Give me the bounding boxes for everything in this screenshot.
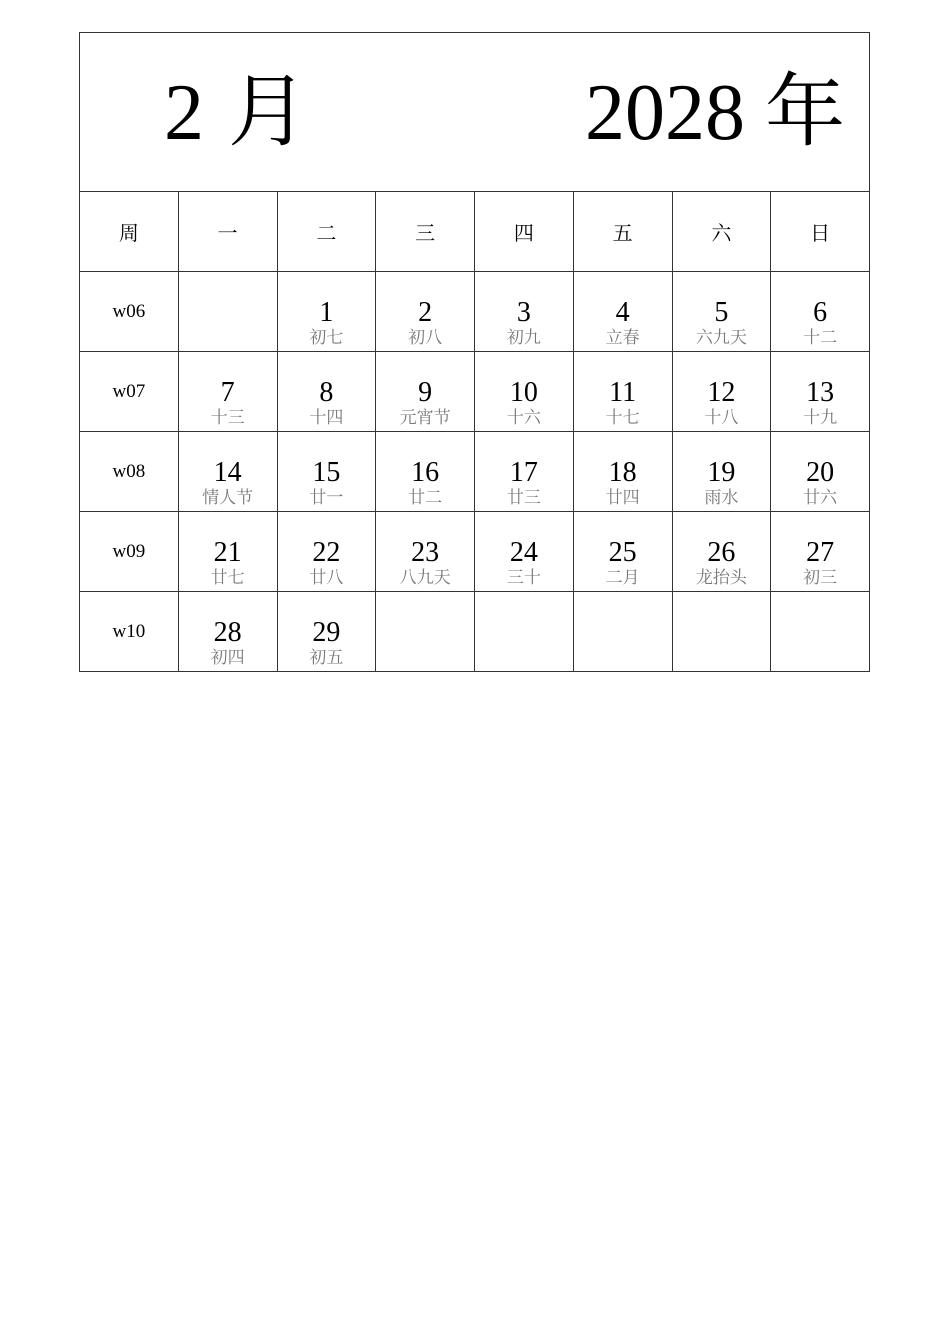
day-cell <box>573 352 672 432</box>
lunar-label: 十三 <box>210 408 245 428</box>
week-row <box>80 512 870 592</box>
day-number: 19 <box>707 457 736 488</box>
month-title: 2 月 <box>164 69 310 157</box>
day-cell <box>376 512 475 592</box>
lunar-label: 初八 <box>408 328 443 348</box>
day-cell <box>376 432 475 512</box>
day-number: 25 <box>608 537 637 568</box>
lunar-label: 初三 <box>803 568 838 588</box>
weekday-header: 一 <box>178 192 277 272</box>
day-number: 28 <box>213 617 242 648</box>
lunar-label: 情人节 <box>202 488 254 508</box>
lunar-label: 元宵节 <box>399 408 451 428</box>
day-cell <box>771 272 870 352</box>
week-number: w10 <box>80 592 179 672</box>
day-number: 14 <box>213 457 242 488</box>
day-cell <box>376 352 475 432</box>
day-cell <box>376 272 475 352</box>
lunar-label: 廿六 <box>803 488 838 508</box>
day-number: 17 <box>509 457 538 488</box>
day-cell <box>771 512 870 592</box>
day-number: 3 <box>516 297 531 328</box>
week-number: w06 <box>80 272 179 352</box>
lunar-label: 八九天 <box>399 568 451 588</box>
lunar-label: 廿四 <box>605 488 640 508</box>
weekday-header: 六 <box>672 192 771 272</box>
day-cell <box>178 512 277 592</box>
day-number: 10 <box>509 377 538 408</box>
lunar-label: 雨水 <box>704 488 739 508</box>
day-cell <box>573 512 672 592</box>
day-cell <box>277 352 376 432</box>
day-cell <box>672 272 771 352</box>
calendar <box>79 32 870 672</box>
lunar-label: 立春 <box>605 328 640 348</box>
lunar-label: 十二 <box>803 328 838 348</box>
weekday-header: 四 <box>475 192 574 272</box>
day-number: 4 <box>615 297 630 328</box>
day-cell <box>277 432 376 512</box>
day-cell <box>277 592 376 672</box>
lunar-label: 廿八 <box>309 568 344 588</box>
day-cell <box>771 352 870 432</box>
day-number: 9 <box>418 377 433 408</box>
day-cell <box>475 432 574 512</box>
lunar-label: 二月 <box>605 568 640 588</box>
lunar-label: 初五 <box>309 648 344 668</box>
weekday-header: 二 <box>277 192 376 272</box>
day-number: 26 <box>707 537 736 568</box>
lunar-label: 龙抬头 <box>695 568 747 588</box>
day-number: 18 <box>608 457 637 488</box>
week-column-header: 周 <box>80 192 179 272</box>
day-number: 15 <box>312 457 341 488</box>
calendar-grid <box>79 191 870 672</box>
lunar-label: 六九天 <box>695 328 747 348</box>
day-number: 1 <box>319 297 334 328</box>
day-cell <box>573 432 672 512</box>
day-cell <box>672 592 771 672</box>
day-number: 20 <box>806 457 835 488</box>
year-title: 2028 年 <box>585 69 845 157</box>
lunar-label: 十四 <box>309 408 344 428</box>
day-cell <box>277 272 376 352</box>
day-cell <box>178 352 277 432</box>
weekday-header: 日 <box>771 192 870 272</box>
day-number: 13 <box>806 377 835 408</box>
lunar-label: 十六 <box>506 408 541 428</box>
week-number: w08 <box>80 432 179 512</box>
day-number: 24 <box>509 537 538 568</box>
day-number: 2 <box>418 297 433 328</box>
day-cell <box>771 432 870 512</box>
lunar-label: 初七 <box>309 328 344 348</box>
day-cell <box>475 592 574 672</box>
week-number: w09 <box>80 512 179 592</box>
day-cell <box>475 512 574 592</box>
lunar-label: 廿一 <box>309 488 344 508</box>
day-number: 5 <box>714 297 729 328</box>
day-cell <box>475 272 574 352</box>
day-cell <box>178 272 277 352</box>
lunar-label: 十八 <box>704 408 739 428</box>
day-number: 12 <box>707 377 736 408</box>
week-row <box>80 352 870 432</box>
lunar-label: 廿二 <box>408 488 443 508</box>
day-cell <box>672 352 771 432</box>
day-number: 29 <box>312 617 341 648</box>
week-row <box>80 272 870 352</box>
lunar-label: 十九 <box>803 408 838 428</box>
day-number: 23 <box>411 537 440 568</box>
day-number: 11 <box>609 377 637 408</box>
day-cell <box>573 592 672 672</box>
lunar-label: 初四 <box>210 648 245 668</box>
day-number: 16 <box>411 457 440 488</box>
lunar-label: 廿七 <box>210 568 245 588</box>
day-number: 8 <box>319 377 334 408</box>
weekday-header-row <box>80 192 870 272</box>
day-number: 7 <box>220 377 235 408</box>
day-cell <box>178 432 277 512</box>
day-cell <box>178 592 277 672</box>
weekday-header: 三 <box>376 192 475 272</box>
lunar-label: 三十 <box>506 568 541 588</box>
lunar-label: 廿三 <box>506 488 541 508</box>
weekday-header: 五 <box>573 192 672 272</box>
day-number: 22 <box>312 537 341 568</box>
week-row <box>80 432 870 512</box>
day-number: 27 <box>806 537 835 568</box>
calendar-header <box>79 32 870 191</box>
day-cell <box>475 352 574 432</box>
week-number: w07 <box>80 352 179 432</box>
day-cell <box>376 592 475 672</box>
day-cell <box>277 512 376 592</box>
day-cell <box>573 272 672 352</box>
week-row <box>80 592 870 672</box>
day-number: 6 <box>813 297 828 328</box>
day-cell <box>672 512 771 592</box>
day-cell <box>672 432 771 512</box>
lunar-label: 十七 <box>605 408 640 428</box>
lunar-label: 初九 <box>506 328 541 348</box>
day-number: 21 <box>213 537 242 568</box>
day-cell <box>771 592 870 672</box>
